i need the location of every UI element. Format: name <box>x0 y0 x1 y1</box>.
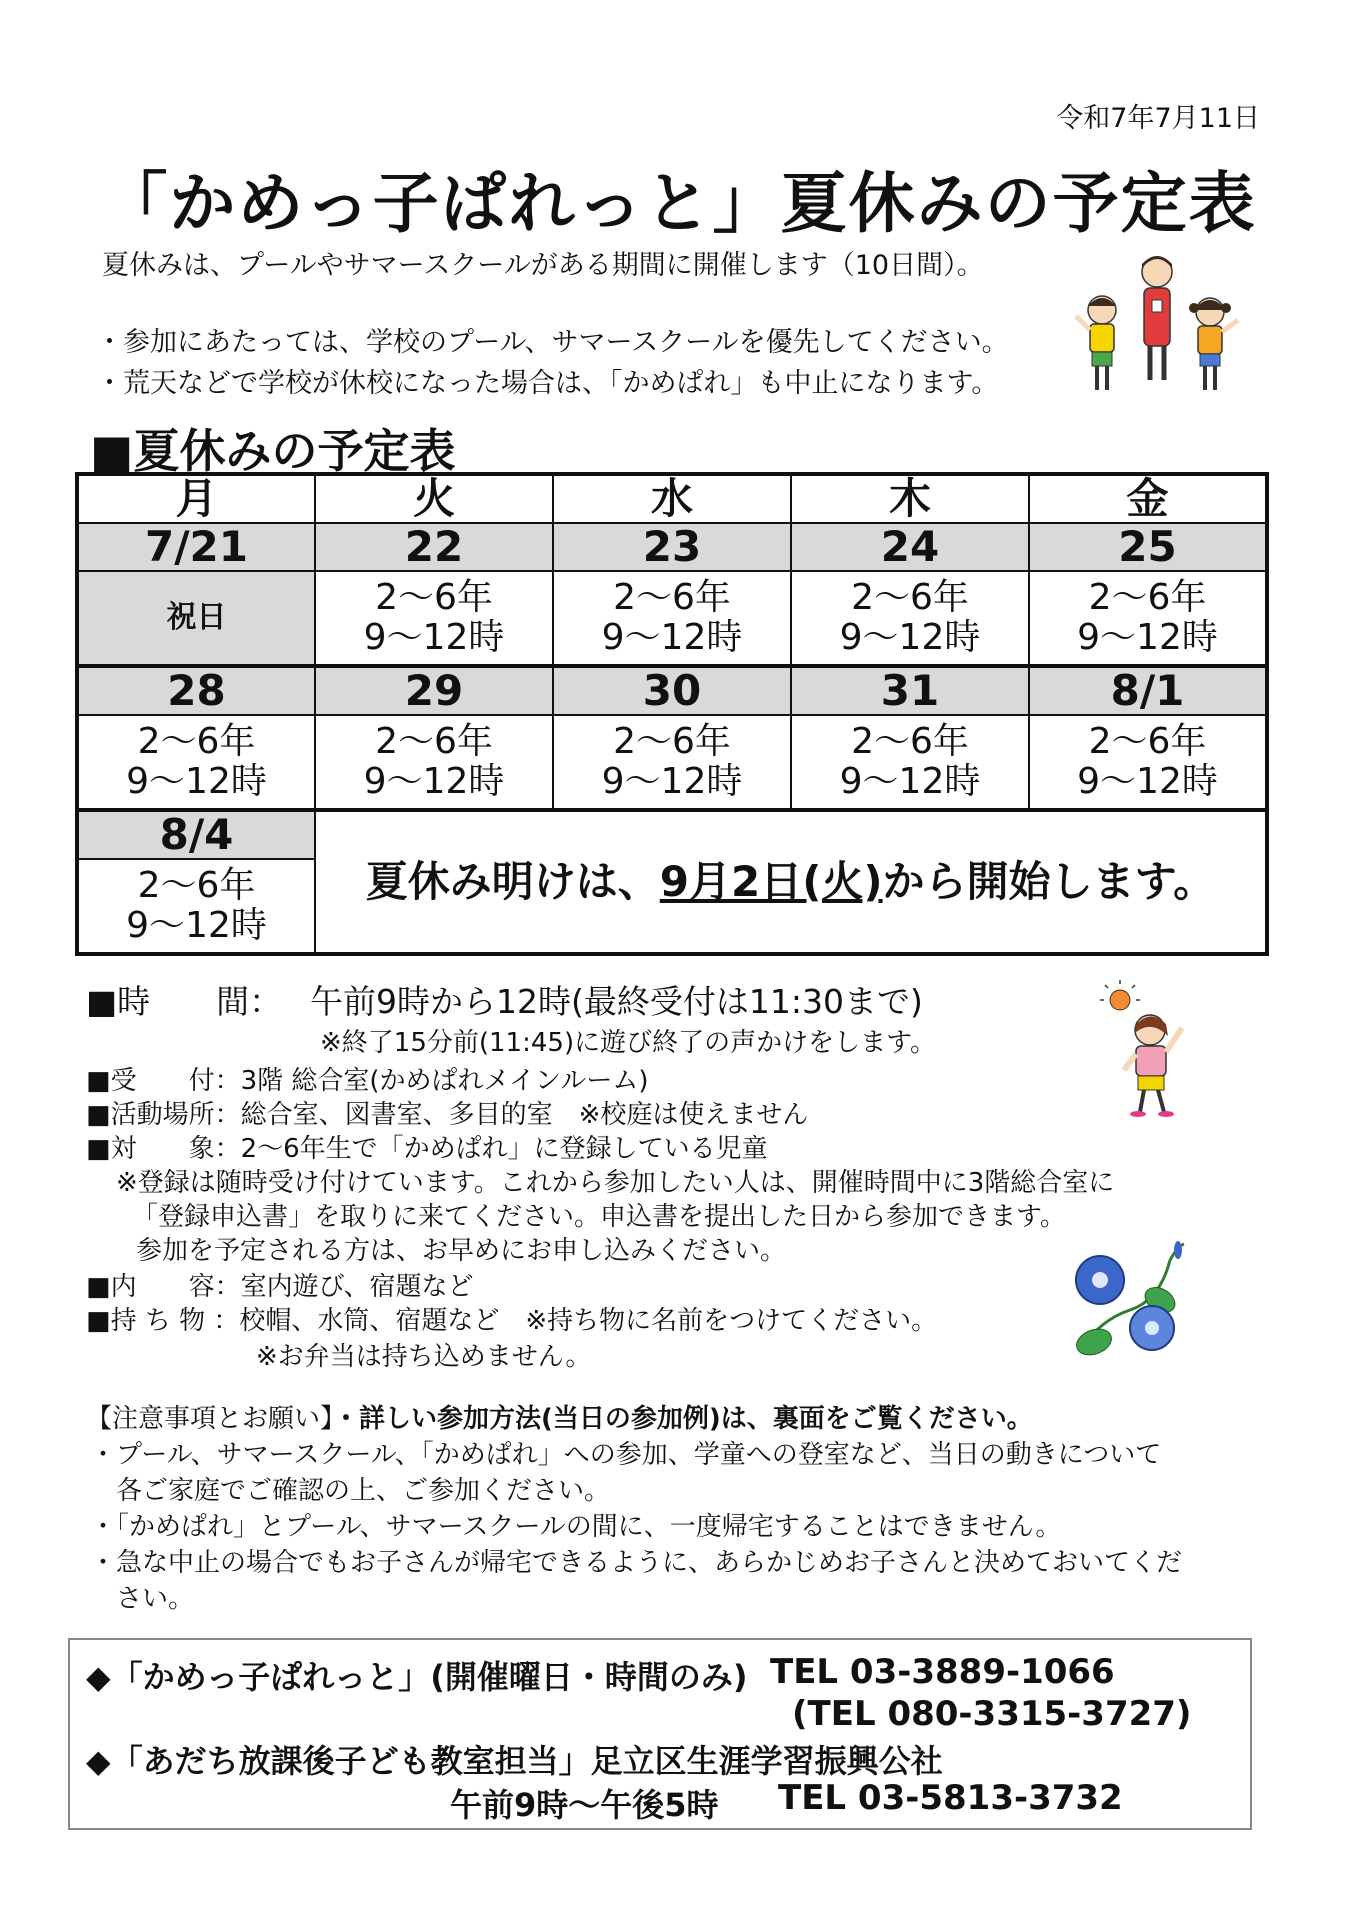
notice-line: ・急な中止の場合でもお子さんが帰宅できるように、あらかじめお子さんと決めておいてくだ <box>90 1548 1183 1578</box>
contact-kamepare-tel: TEL 03-3889-1066 <box>770 1652 1115 1692</box>
morning-glory-illustration <box>1060 1240 1200 1365</box>
weekday-mon: 月 <box>77 474 315 523</box>
schedule-heading: ■夏休みの予定表 <box>90 424 456 478</box>
resume-announcement <box>315 810 1267 954</box>
date-cell: 22 <box>315 523 553 571</box>
session-time: 9～12時 <box>1077 617 1218 658</box>
session-grade: 2～6年 <box>137 721 256 762</box>
target-info: ■対 象：2～6年生で「かめぱれ」に登録している児童 <box>86 1134 768 1164</box>
session-cell <box>77 715 315 810</box>
register-note-2: 「登録申込書」を取りに来てください。申込書を提出した日から参加できます。 <box>132 1202 1066 1232</box>
week3-date-row <box>77 810 1267 859</box>
weekday-fri: 金 <box>1029 474 1267 523</box>
resume-date: 9月2日(火) <box>659 857 883 906</box>
notice-heading <box>86 1398 1033 1435</box>
belongings-note: ※お弁当は持ち込めません。 <box>256 1342 592 1372</box>
contact-office-hours: 午前9時～午後5時 <box>450 1786 719 1824</box>
session-cell <box>315 571 553 666</box>
holiday-label: 祝日 <box>166 600 227 635</box>
date-cell: 23 <box>553 523 791 571</box>
session-grade: 2～6年 <box>375 577 493 618</box>
weekday-wed: 水 <box>553 474 791 523</box>
intro-text: 夏休みは、プールやサマースクールがある期間に開催します（10日間）。 <box>102 250 984 281</box>
notice-line: ・「かめぱれ」とプール、サマースクールの間に、一度帰宅することはできません。 <box>90 1512 1062 1542</box>
weekday-thu: 木 <box>791 474 1029 523</box>
notice-line: ・プール、サマースクール、「かめぱれ」への参加、学童への登室など、当日の動きについて <box>90 1440 1162 1470</box>
reception-info: ■受 付：3階 総合室(かめぱれメインルーム) <box>86 1066 649 1096</box>
session-cell <box>791 571 1029 666</box>
session-cell <box>315 715 553 810</box>
session-grade: 2～6年 <box>851 721 969 762</box>
weekday-tue: 火 <box>315 474 553 523</box>
session-time: 9～12時 <box>839 761 981 802</box>
date-cell: 8/1 <box>1029 666 1267 715</box>
contact-office-tel: TEL 03-5813-3732 <box>778 1778 1123 1818</box>
page-title: 「かめっ子ぱれっと」夏休みの予定表 <box>101 165 1257 242</box>
time-label: ■時 間： <box>86 982 283 1021</box>
time-note: ※終了15分前(11:45)に遊び終了の声かけをします。 <box>320 1028 937 1058</box>
belongings-info: ■持 ち 物 ：校帽、水筒、宿題など ※持ち物に名前をつけてください。 <box>86 1306 938 1336</box>
session-cell <box>1029 715 1267 810</box>
contact-box <box>68 1638 1252 1830</box>
date-cell: 28 <box>77 666 315 715</box>
contact-office-name: ◆「あだち放課後子ども教室担当」足立区生涯学習振興公社 <box>86 1742 943 1780</box>
note-weather: ・荒天などで学校が休校になった場合は、「かめぱれ」も中止になります。 <box>96 368 999 399</box>
girl-sun-illustration <box>1090 980 1210 1120</box>
week1-info-row <box>77 571 1267 666</box>
session-time: 9～12時 <box>839 617 981 658</box>
register-note-1: ※登録は随時受け付けています。これから参加したい人は、開催時間中に3階総合室に <box>116 1168 1115 1198</box>
session-time: 9～12時 <box>1077 761 1218 802</box>
session-cell <box>553 571 791 666</box>
date-cell: 31 <box>791 666 1029 715</box>
schedule-table <box>75 472 1269 956</box>
place-info: ■活動場所：総合室、図書室、多目的室 ※校庭は使えません <box>86 1100 809 1130</box>
session-time: 9～12時 <box>126 761 267 802</box>
date-cell: 29 <box>315 666 553 715</box>
session-cell <box>1029 571 1267 666</box>
date-cell: 25 <box>1029 523 1267 571</box>
session-cell <box>791 715 1029 810</box>
session-grade: 2～6年 <box>375 721 493 762</box>
session-grade: 2～6年 <box>851 577 969 618</box>
session-time: 9～12時 <box>601 617 743 658</box>
date-cell: 24 <box>791 523 1029 571</box>
session-cell <box>553 715 791 810</box>
notice-line: 各ご家庭でご確認の上、ご参加ください。 <box>90 1476 611 1506</box>
date-cell: 30 <box>553 666 791 715</box>
date-cell: 8/4 <box>77 810 315 859</box>
session-grade: 2～6年 <box>613 577 731 618</box>
notice-heading-detail: ・詳しい参加方法(当日の参加例)は、裏面をご覧ください。 <box>333 1404 1033 1434</box>
session-time: 9～12時 <box>363 617 505 658</box>
session-grade: 2～6年 <box>1088 721 1207 762</box>
session-time: 9～12時 <box>126 905 267 946</box>
children-teacher-illustration <box>1072 250 1242 400</box>
session-time: 9～12時 <box>601 761 743 802</box>
session-cell <box>77 859 315 954</box>
notice-line: さい。 <box>90 1584 195 1614</box>
notice-heading-label: 【注意事項とお願い】 <box>86 1404 334 1434</box>
date-cell: 7/21 <box>77 523 315 571</box>
week1-date-row <box>77 523 1267 571</box>
week2-date-row <box>77 666 1267 715</box>
content-info: ■内 容：室内遊び、宿題など <box>86 1272 474 1302</box>
holiday-cell <box>77 571 315 666</box>
time-value: 午前9時から12時(最終受付は11:30まで) <box>310 982 923 1021</box>
session-grade: 2～6年 <box>137 865 256 906</box>
resume-post: から開始します。 <box>882 857 1216 906</box>
contact-kamepare-tel-alt: (TEL 080-3315-3727) <box>792 1694 1192 1734</box>
resume-pre: 夏休み明けは、 <box>365 857 660 906</box>
weekday-header-row <box>77 474 1267 523</box>
session-grade: 2～6年 <box>1088 577 1207 618</box>
contact-kamepare-name: ◆「かめっ子ぱれっと」(開催曜日・時間のみ) <box>86 1658 748 1696</box>
session-grade: 2～6年 <box>613 721 731 762</box>
week2-info-row <box>77 715 1267 810</box>
document-date: 令和7年7月11日 <box>1056 103 1260 134</box>
session-time: 9～12時 <box>363 761 505 802</box>
register-note-3: 参加を予定される方は、お早めにお申し込みください。 <box>136 1236 787 1266</box>
note-priority: ・参加にあたっては、学校のプール、サマースクールを優先してください。 <box>96 327 1009 358</box>
